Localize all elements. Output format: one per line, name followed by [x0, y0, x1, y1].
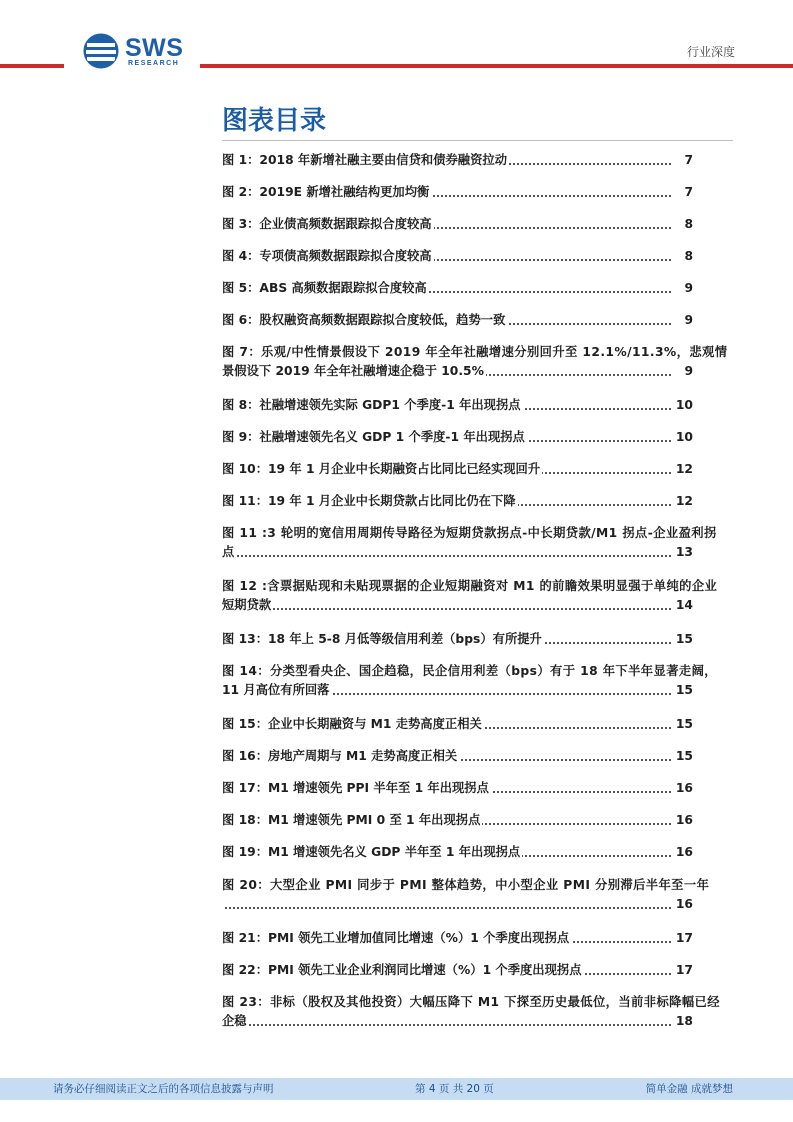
toc-entry-text: 图 10：19 年 1 月企业中长期融资占比同比已经实现回升: [222, 462, 541, 476]
toc-entry-text: [222, 897, 224, 911]
sws-logo: [83, 33, 193, 71]
toc-entry[interactable]: [222, 492, 693, 510]
toc-entry-page: 14: [673, 596, 693, 614]
toc-entry-page: 8: [681, 247, 693, 265]
toc-entry-line-last: [222, 460, 693, 478]
toc-entry-page: 16: [673, 779, 693, 797]
page-title: 图表目录: [222, 106, 327, 136]
toc-entry-page: 17: [673, 929, 693, 947]
toc-entry-text: 图 18：M1 增速领先 PMI 0 至 1 年出现拐点: [222, 813, 481, 827]
header-rule-left: [0, 64, 64, 68]
toc-entry[interactable]: [222, 662, 717, 699]
toc-entry-text: 图 11 :3 轮明的宽信用周期传导路径为短期贷款拐点-中长期贷款/M1 拐点-企业盈利拐: [222, 526, 717, 540]
toc-entry[interactable]: [222, 396, 693, 414]
toc-entry-text: 图 14：分类型看央企、国企趋稳，民企信用利差（bps）有于 18 年下半年显著走阔，: [222, 664, 717, 678]
toc-entry-text: 图 9：社融增速领先名义 GDP 1 个季度-1 年出现拐点: [222, 430, 525, 444]
page-footer: [0, 1078, 793, 1100]
footer-slogan: 简单金融 成就梦想: [645, 1083, 733, 1095]
toc-entry[interactable]: [222, 876, 710, 913]
toc-entry-line-last: [222, 151, 693, 169]
toc-entry-text: 图 1：2018 年新增社融主要由信贷和债券融资拉动: [222, 153, 507, 167]
toc-entry-page: 15: [673, 747, 693, 765]
toc-entry-line-last: [222, 811, 693, 829]
toc-entry[interactable]: [222, 811, 693, 829]
toc-entry-text: 图 16：房地产周期与 M1 走势高度正相关: [222, 749, 458, 763]
toc-entry-text: 图 11：19 年 1 月企业中长期贷款占比同比仍在下降: [222, 494, 516, 508]
footer-disclaimer: 请务必仔细阅读正文之后的各项信息披露与声明: [53, 1083, 274, 1095]
toc-entry-line-last: [222, 895, 693, 913]
toc-entry-text: 短期贷款: [222, 598, 272, 612]
logo-subtitle: RESEARCH: [128, 60, 180, 67]
toc-entry[interactable]: [222, 630, 693, 648]
toc-entry-page: 13: [673, 543, 693, 561]
toc-entry[interactable]: [222, 993, 720, 1030]
toc-entry-page: 15: [673, 715, 693, 733]
toc-entry[interactable]: [222, 311, 693, 329]
toc-entry-text: 图 3：企业债高频数据跟踪拟合度较高: [222, 217, 432, 231]
toc-entry-text: 图 21：PMI 领先工业增加值同比增速（%）1 个季度出现拐点: [222, 931, 570, 945]
toc-entry-line-last: [222, 596, 693, 614]
toc-entry-text: 图 2：2019E 新增社融结构更加均衡: [222, 185, 430, 199]
toc-entry-line: [222, 524, 717, 542]
logo-wordmark: SWS: [125, 34, 184, 62]
toc-entry-page: 17: [673, 961, 693, 979]
toc-entry[interactable]: [222, 929, 693, 947]
toc-entry[interactable]: [222, 524, 717, 561]
toc-entry-line-last: [222, 681, 693, 699]
toc-entry[interactable]: [222, 460, 693, 478]
toc-entry-page: 18: [673, 1012, 693, 1030]
toc-entry-line: [222, 343, 728, 361]
toc-entry-line-last: [222, 428, 693, 446]
toc-entry[interactable]: [222, 843, 693, 861]
toc-entry-text: 图 22：PMI 领先工业企业利润同比增速（%）1 个季度出现拐点: [222, 963, 582, 977]
toc-entry-page: 9: [681, 279, 693, 297]
toc-entry[interactable]: [222, 428, 693, 446]
toc-entry-text: 图 12 :含票据贴现和未贴现票据的企业短期融资对 M1 的前瞻效果明显强于单纯的企业: [222, 579, 718, 593]
toc-entry-text: 图 17：M1 增速领先 PPI 半年至 1 年出现拐点: [222, 781, 489, 795]
toc-entry-line-last: [222, 279, 693, 297]
header-rule-right: [200, 64, 793, 68]
toc-entry-text: 图 7：乐观/中性情景假设下 2019 年全年社融增速分别回升至 12.1%/11.3%，悲观情: [222, 345, 728, 359]
toc-entry[interactable]: [222, 715, 693, 733]
toc-entry[interactable]: [222, 151, 693, 169]
toc-entry[interactable]: [222, 215, 693, 233]
toc-entry-line-last: [222, 183, 693, 201]
toc-entry-line-last: [222, 779, 693, 797]
toc-entry[interactable]: [222, 247, 693, 265]
toc-entry-text: 图 6：股权融资高频数据跟踪拟合度较低，趋势一致: [222, 313, 506, 327]
toc-entry-line-last: [222, 747, 693, 765]
toc-entry-text: 11 月高位有所回落: [222, 683, 330, 697]
toc-entry-page: 16: [673, 843, 693, 861]
toc-entry-line: [222, 662, 717, 680]
toc-entry-line-last: [222, 362, 693, 380]
toc-entry-text: 图 23：非标（股权及其他投资）大幅压降下 M1 下探至历史最低位，当前非标降幅已经: [222, 995, 720, 1009]
toc-entry[interactable]: [222, 961, 693, 979]
toc-entry-page: 16: [673, 895, 693, 913]
toc-entry-text: 景假设下 2019 年全年社融增速企稳于 10.5%: [222, 364, 484, 378]
toc-entry-text: 图 15：企业中长期融资与 M1 走势高度正相关: [222, 717, 482, 731]
toc-entry-page: 10: [673, 428, 693, 446]
toc-entry-line-last: [222, 311, 693, 329]
toc-entry-page: 7: [681, 151, 693, 169]
toc-entry[interactable]: [222, 577, 718, 614]
toc-entry-page: 7: [681, 183, 693, 201]
toc-entry-text: 企稳: [222, 1014, 247, 1028]
toc-entry-line-last: [222, 929, 693, 947]
toc-entry-line-last: [222, 396, 693, 414]
title-divider: [222, 140, 733, 141]
toc-entry-line-last: [222, 247, 693, 265]
toc-entry[interactable]: [222, 183, 693, 201]
toc-entry-line-last: [222, 715, 693, 733]
footer-page-number: 第 4 页 共 20 页: [415, 1083, 494, 1095]
toc-entry[interactable]: [222, 747, 693, 765]
toc-entry-page: 15: [673, 630, 693, 648]
toc-entry[interactable]: [222, 279, 693, 297]
toc-entry-line-last: [222, 843, 693, 861]
toc-entry-line-last: [222, 1012, 693, 1030]
toc-entry[interactable]: [222, 779, 693, 797]
toc-entry-page: 8: [681, 215, 693, 233]
toc-entry[interactable]: [222, 343, 728, 380]
toc-entry-line-last: [222, 543, 693, 561]
toc-entry-page: 12: [673, 460, 693, 478]
toc-entry-line-last: [222, 215, 693, 233]
toc-entry-text: 图 13：18 年上 5-8 月低等级信用利差（bps）有所提升: [222, 632, 542, 646]
report-type-label: 行业深度: [686, 45, 735, 59]
page-header: [0, 0, 793, 80]
toc-entry-text: 图 19：M1 增速领先名义 GDP 半年至 1 年出现拐点: [222, 845, 521, 859]
toc-entry-text: 图 20：大型企业 PMI 同步于 PMI 整体趋势，中小型企业 PMI 分别滞后半年至一年: [222, 878, 710, 892]
toc-entry-page: 15: [673, 681, 693, 699]
toc-entry-text: 图 5：ABS 高频数据跟踪拟合度较高: [222, 281, 427, 295]
toc-entry-line-last: [222, 492, 693, 510]
toc-entry-page: 9: [681, 362, 693, 380]
toc-entry-line-last: [222, 630, 693, 648]
toc-entry-line: [222, 876, 710, 894]
toc-entry-line: [222, 993, 720, 1011]
sws-logo-icon: [83, 33, 119, 69]
toc-entry-page: 16: [673, 811, 693, 829]
toc-entry-line: [222, 577, 718, 595]
toc-entry-text: 图 4：专项债高频数据跟踪拟合度较高: [222, 249, 432, 263]
toc-entry-line-last: [222, 961, 693, 979]
toc-entry-page: 12: [673, 492, 693, 510]
toc-entry-text: 点: [222, 545, 235, 559]
toc-entry-text: 图 8：社融增速领先实际 GDP1 个季度-1 年出现拐点: [222, 398, 521, 412]
toc-entry-page: 9: [681, 311, 693, 329]
toc-entry-page: 10: [673, 396, 693, 414]
